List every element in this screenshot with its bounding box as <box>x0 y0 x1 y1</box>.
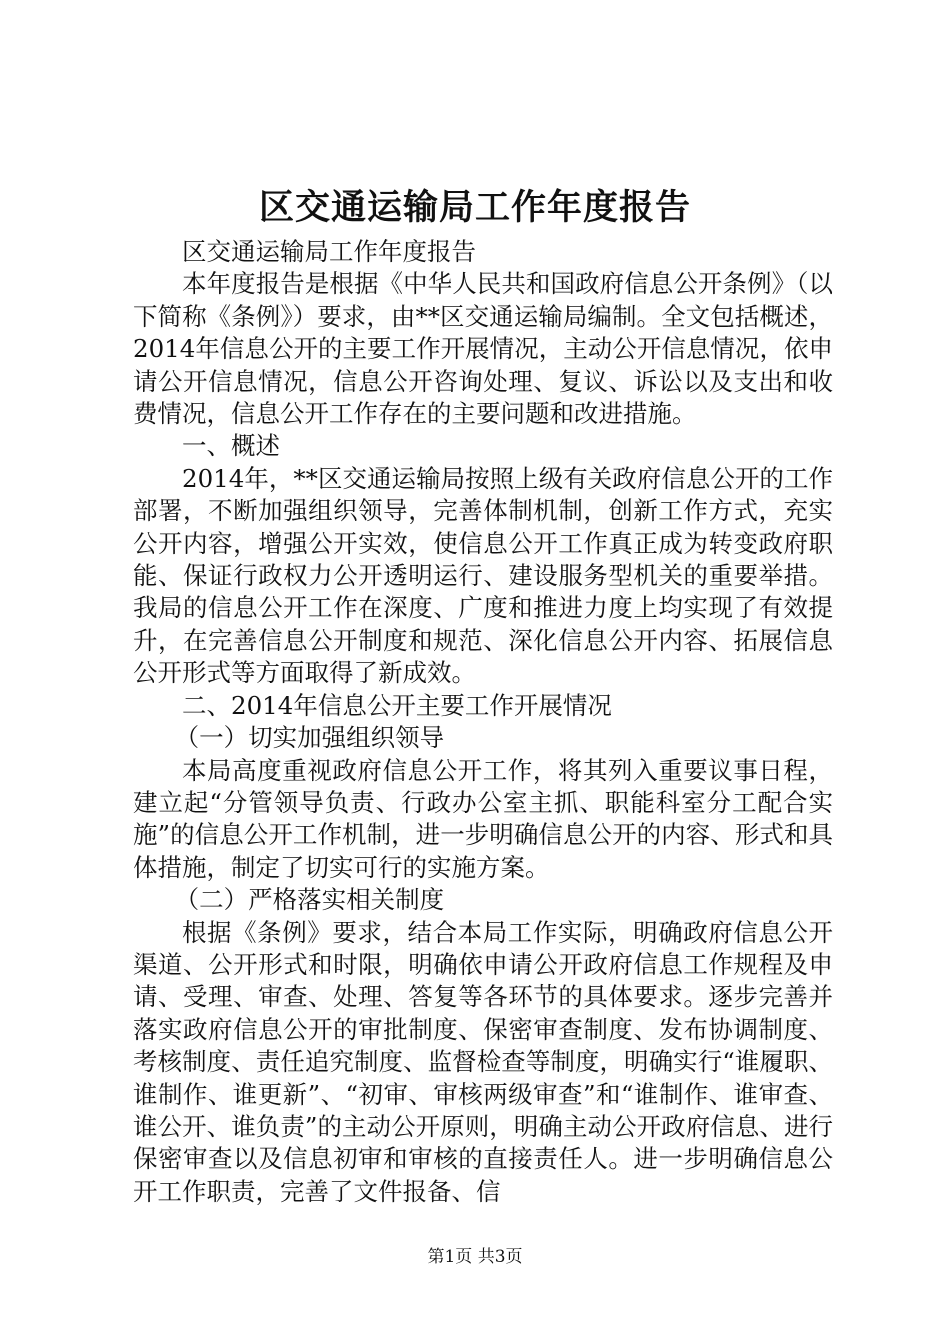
page-footer: 第1页 共3页 <box>427 1247 523 1267</box>
paragraph-intro: 本年度报告是根据《中华人民共和国政府信息公开条例》（以下简称《条例》）要求，由**区交通运输局编制。全文包括概述，2014年信息公开的主要工作开展情况，主动公开信息情况，依申请公开信息情况，信息公开咨询处理、复议、诉讼以及支出和收费情况，信息公开工作存在的主要问题和改进措施。 <box>133 269 833 429</box>
paragraph-leadership: 本局高度重视政府信息公开工作，将其列入重要议事日程，建立起“分管领导负责、行政办公室主抓、职能科室分工配合实施”的信息公开工作机制，进一步明确信息公开的内容、形式和具体措施，制定了切实可行的实施方案。 <box>133 755 833 882</box>
document-title: 区交通运输局工作年度报告 <box>258 187 691 228</box>
document-body <box>133 236 833 1208</box>
paragraph-systems: 根据《条例》要求，结合本局工作实际，明确政府信息公开渠道、公开形式和时限，明确依申请公开政府信息工作规程及申请、受理、审查、处理、答复等各环节的具体要求。逐步完善并落实政府信息公开的审批制度、保密审查制度、发布协调制度、考核制度、责任追究制度、监督检查等制度，明确实行“谁履职、谁制作、谁更新”、“初审、审核两级审查”和“谁制作、谁审查、谁公开、谁负责”的主动公开原则，明确主动公开政府信息、进行保密审查以及信息初审和审核的直接责任人。进一步明确信息公开工作职责，完善了文件报备、信 <box>133 917 833 1206</box>
paragraph-overview: 2014年，**区交通运输局按照上级有关政府信息公开的工作部署，不断加强组织领导，完善体制机制，创新工作方式，充实公开内容，增强公开实效，使信息公开工作真正成为转变政府职能、保证行政权力公开透明运行、建设服务型机关的重要举措。我局的信息公开工作在深度、广度和推进力度上均实现了有效提升，在完善信息公开制度和规范、深化信息公开内容、拓展信息公开形式等方面取得了新成效。 <box>133 463 833 688</box>
section-heading-overview: 一、概述 <box>182 431 280 461</box>
subsection-heading-2: （二）严格落实相关制度 <box>174 885 445 915</box>
paragraph-heading-repeat: 区交通运输局工作年度报告 <box>182 237 476 266</box>
subsection-heading-1: （一）切实加强组织领导 <box>174 723 445 753</box>
section-heading-main-work: 二、2014年信息公开主要工作开展情况 <box>182 690 612 720</box>
